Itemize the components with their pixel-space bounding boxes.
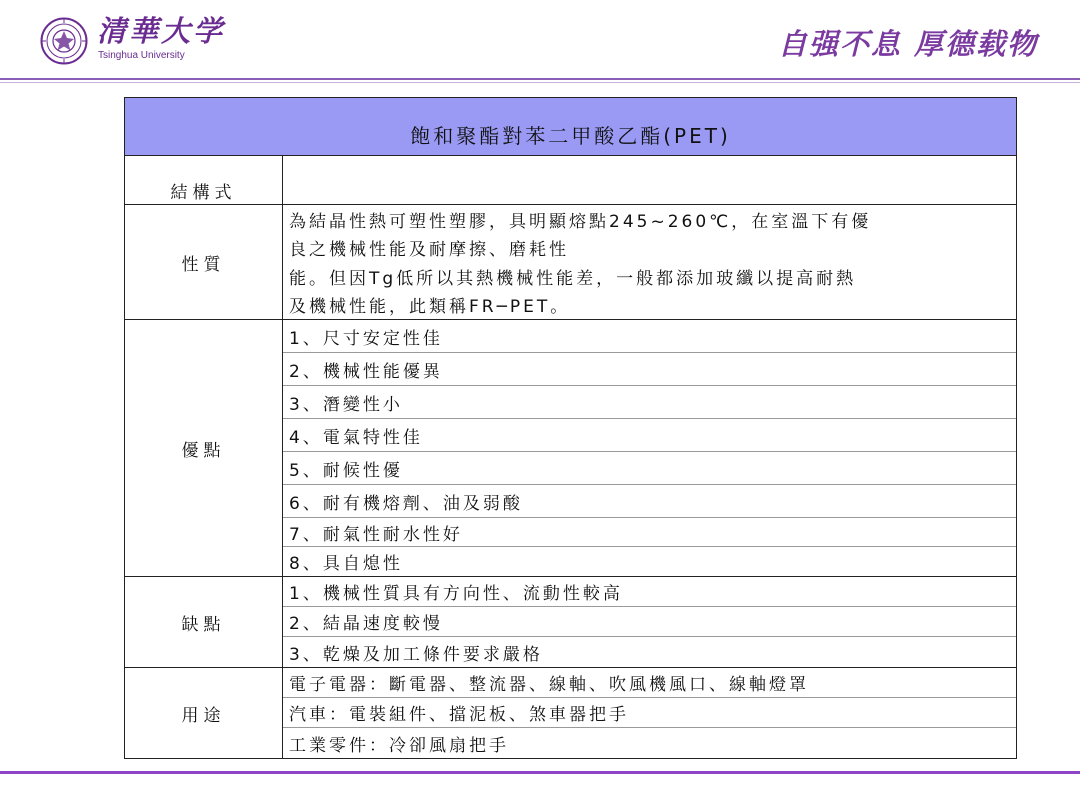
list-item: 工業零件：冷卻風扇把手 [289,735,509,756]
list-item: 1、機械性質具有方向性、流動性較高 [283,577,1016,607]
university-motto: 自强不息 厚德载物 [777,27,1038,61]
list-item: 電子電器：斷電器、整流器、線軸、吹風機風口、線軸燈罩 [283,668,1016,698]
properties-line: 為結晶性熱可塑性塑膠，具明顯熔點245~260℃，在室溫下有優 [289,211,872,232]
list-item: 6、耐有機熔劑、油及弱酸 [283,485,1016,518]
advantages-label: 優點 [125,320,283,576]
header-divider-thin [0,82,1080,83]
structure-label: 結構式 [125,156,283,204]
list-item: 3、乾燥及加工條件要求嚴格 [289,644,543,665]
disadvantages-row [125,577,1016,668]
properties-line: 及機械性能，此類稱FR─PET。 [289,297,571,318]
list-item: 5、耐候性優 [283,452,1016,485]
properties-value [283,205,1016,319]
university-name-english: Tsinghua University [98,50,185,61]
list-item: 7、耐氣性耐水性好 [283,518,1016,547]
properties-label: 性質 [125,205,283,319]
disadvantages-list [283,577,1016,667]
advantages-row [125,320,1016,577]
university-name-chinese: 清華大学 [97,14,226,48]
uses-list [283,668,1016,758]
list-item: 4、電氣特性佳 [283,419,1016,452]
university-seal-icon [40,17,88,65]
structure-value [283,156,1016,204]
disadvantages-label: 缺點 [125,577,283,667]
properties-line: 能。但因Tg低所以其熱機械性能差，一般都添加玻纖以提高耐熱 [289,268,857,289]
advantages-list [283,320,1016,576]
properties-line: 良之機械性能及耐摩擦、磨耗性 [289,240,569,261]
uses-label: 用途 [125,668,283,758]
properties-row [125,205,1016,320]
slide-header [0,0,1080,80]
pet-properties-table [124,97,1017,759]
uses-row [125,668,1016,758]
table-title: 飽和聚酯對苯二甲酸乙酯(PET) [125,98,1016,156]
list-item: 2、機械性能優異 [283,353,1016,386]
header-divider [0,78,1080,80]
list-item: 3、潛變性小 [283,386,1016,419]
list-item: 8、具自熄性 [289,553,403,574]
list-item: 1、尺寸安定性佳 [283,320,1016,353]
footer-divider [0,771,1080,774]
list-item: 2、結晶速度較慢 [283,607,1016,637]
structure-row [125,156,1016,205]
list-item: 汽車：電裝組件、擋泥板、煞車器把手 [283,698,1016,728]
